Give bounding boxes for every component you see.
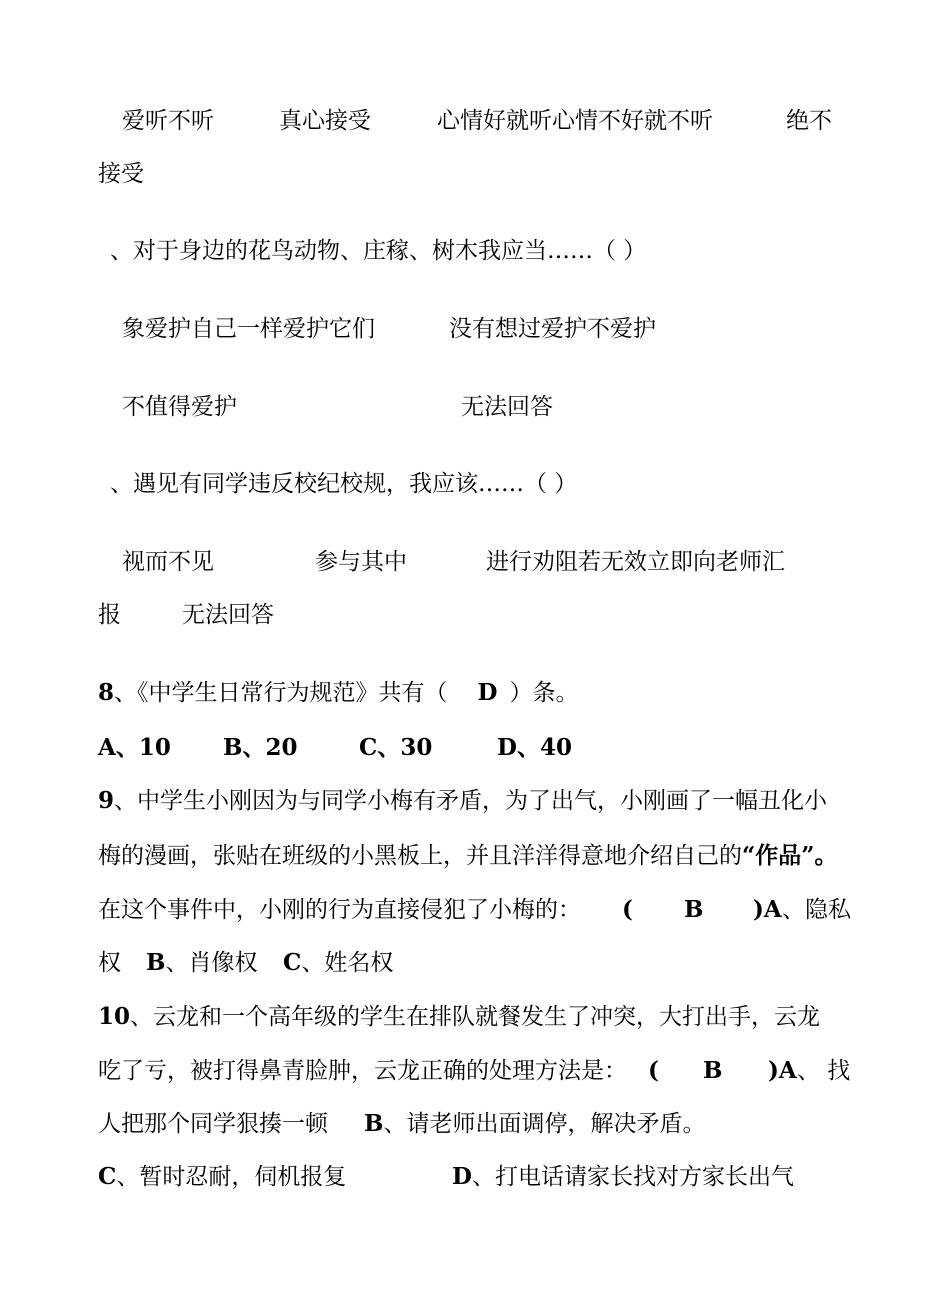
question-options-row [0, 547, 950, 577]
option: B、请老师出面调停，解决矛盾。 [364, 1110, 706, 1137]
option: 心情好就听心情不好就不听 [437, 108, 713, 134]
question-text: 10、云龙和一个高年级的学生在排队就餐发生了冲突，大打出手，云龙 [98, 1003, 821, 1030]
option: C、30 [359, 734, 433, 761]
question-number: 9 [98, 787, 115, 814]
question-text: 、遇见有同学违反校纪校规，我应该……（ ） [110, 471, 578, 497]
option: 象爱护自己一样爱护它们 [122, 316, 375, 342]
question-options-row [0, 1162, 950, 1192]
question-text-row: 人把那个同学狠揍一顿 B、请老师出面调停，解决矛盾。 [98, 1110, 706, 1137]
option-wrap: 报 [98, 602, 121, 628]
question-text: 8、《中学生日常行为规范》共有（ D ）条。 [98, 679, 579, 706]
option: 没有想过爱护不爱护 [449, 316, 656, 342]
option: D、40 [497, 734, 572, 761]
option: C、姓名权 [283, 949, 394, 976]
question-text: 、对于身边的花鸟动物、庄稼、树木我应当……（ ） [110, 238, 647, 264]
option: 进行劝阻若无效立即向老师汇 [486, 549, 785, 575]
option: A、10 [98, 734, 171, 761]
option: 绝不 [786, 108, 832, 134]
question-text: 9、中学生小刚因为与同学小梅有矛盾，为了出气，小刚画了一幅丑化小 [98, 787, 828, 814]
answer: D [477, 679, 498, 706]
option: 爱听不听 [122, 108, 214, 134]
option: B、20 [223, 734, 298, 761]
answer: B [703, 1057, 723, 1084]
option: C、暂时忍耐，伺机报复 [98, 1163, 347, 1190]
option: 无法回答 [182, 602, 274, 628]
question-options-row [0, 106, 950, 136]
question-text-row: 在这个事件中，小刚的行为直接侵犯了小梅的： ( B )A 、隐私 [98, 896, 851, 923]
option-wrap-row [0, 600, 950, 630]
question-options-row [0, 314, 950, 344]
question-options-row [0, 733, 950, 763]
option: 真心接受 [279, 108, 371, 134]
question-number: 8 [98, 679, 115, 706]
question-text-row: 吃了亏，被打得鼻青脸肿，云龙正确的处理方法是： ( B )A 、 找 [98, 1057, 851, 1084]
answer: B [684, 896, 704, 923]
option-wrap: 接受 [98, 161, 144, 187]
option: 视而不见 [122, 549, 214, 575]
option: 无法回答 [461, 394, 553, 420]
option: B、肖像权 [146, 949, 258, 976]
option: D、打电话请家长找对方家长出气 [452, 1163, 794, 1190]
question-number: 10 [98, 1003, 131, 1030]
option: 参与其中 [315, 549, 407, 575]
question-text-row: 权 B、肖像权 C、姓名权 [98, 949, 394, 976]
question-options-row [0, 392, 950, 422]
option: 不值得爱护 [122, 394, 237, 420]
question-text: 梅的漫画，张贴在班级的小黑板上，并且洋洋得意地介绍自己的“作品”。 [98, 842, 838, 869]
